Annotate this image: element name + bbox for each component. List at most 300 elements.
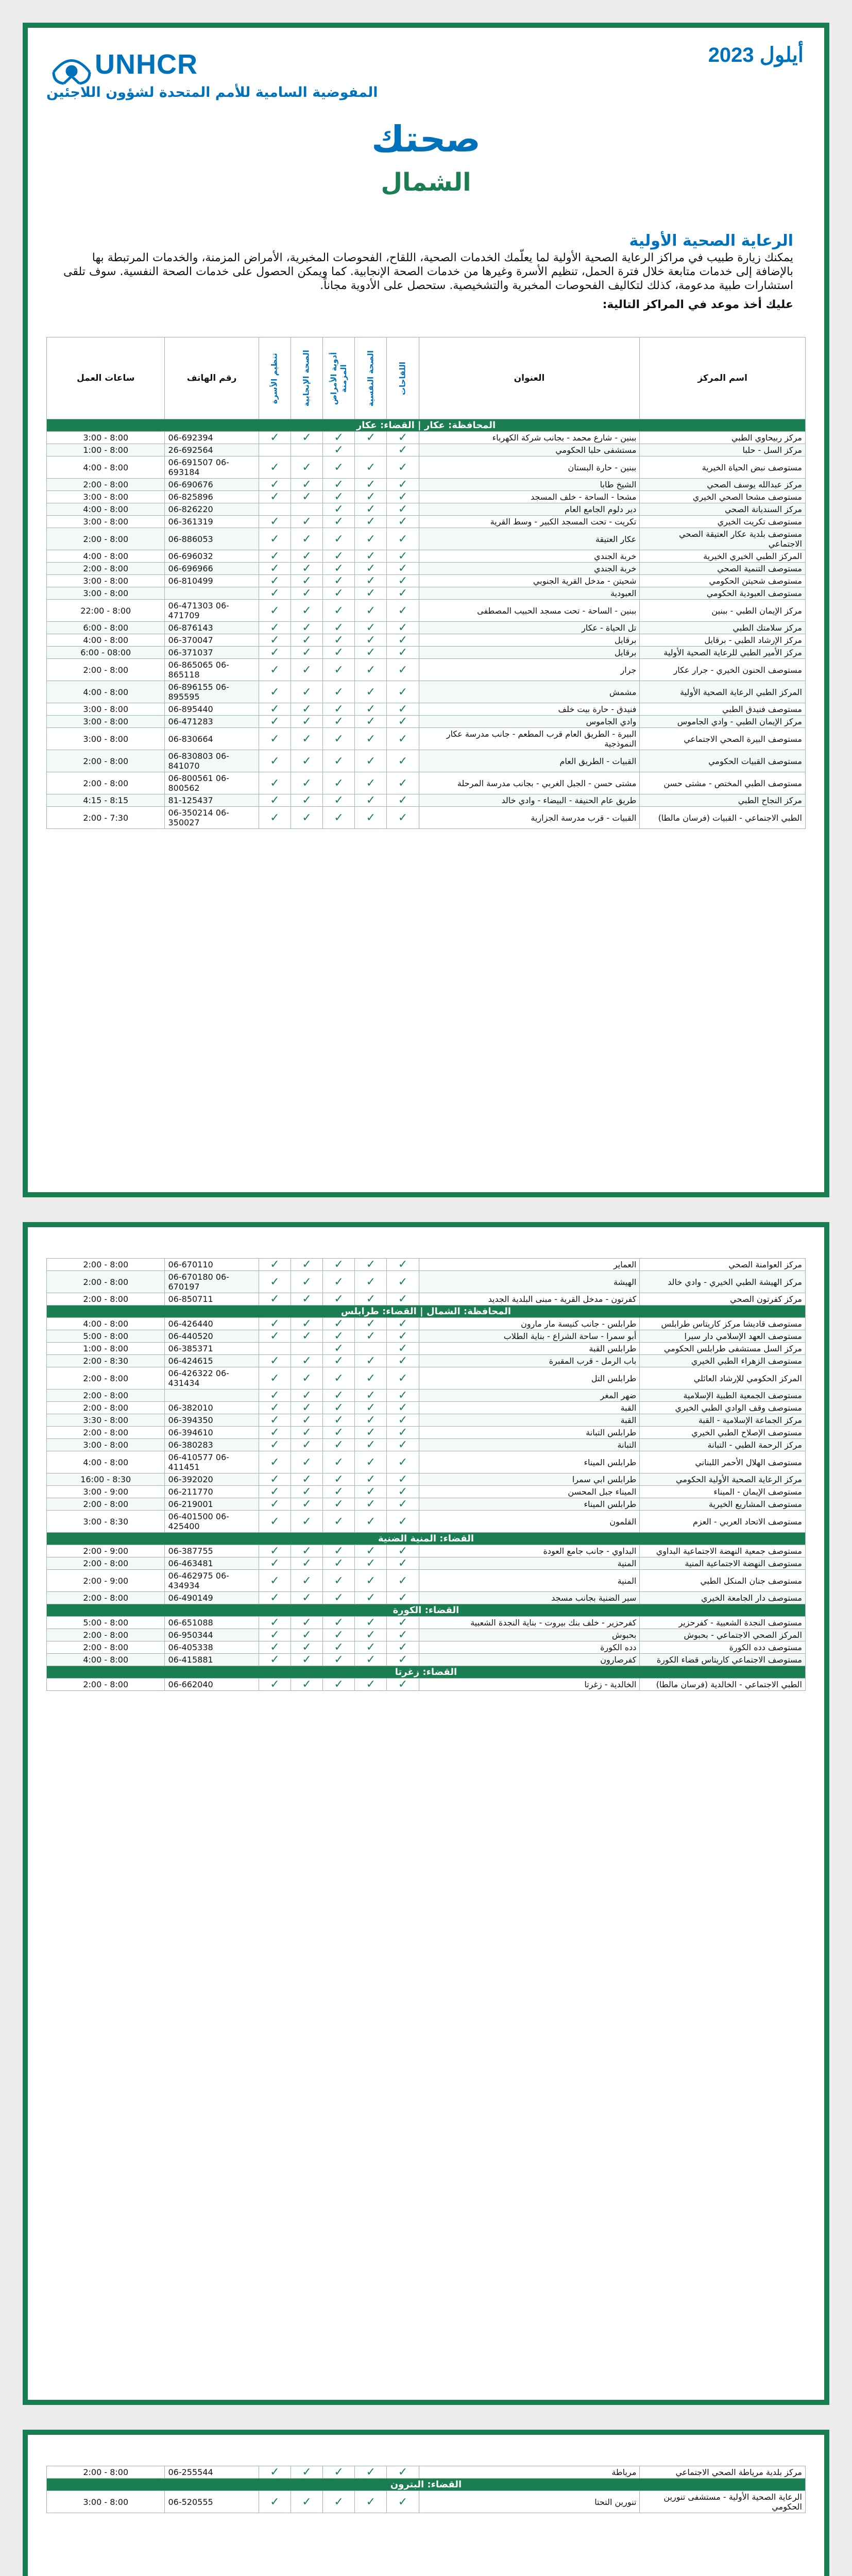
check-icon: ✓ <box>355 1439 387 1451</box>
check-icon: ✓ <box>291 1402 322 1414</box>
center-address: مشحا - الساحة - خلف المسجد <box>419 491 640 503</box>
check-icon: ✓ <box>323 1343 355 1355</box>
center-address: برقايل <box>419 647 640 659</box>
center-phone[interactable]: 06-440520 <box>165 1330 259 1343</box>
center-address: القبيات - قرب مدرسة الجزارية <box>419 807 640 829</box>
check-icon: ✓ <box>323 1592 355 1604</box>
clinics-table <box>46 1258 806 1691</box>
center-hours: 8:00 - 3:00 <box>47 516 165 528</box>
check-icon: ✓ <box>387 1654 419 1666</box>
center-name: مركز الهيشة الطبي الخيري - وادي خالد <box>640 1271 806 1293</box>
center-phone[interactable]: 81-125437 <box>165 794 259 807</box>
check-icon: ✓ <box>355 1654 387 1666</box>
center-phone[interactable]: 26-692564 <box>165 444 259 456</box>
check-icon: ✓ <box>355 2466 387 2479</box>
check-icon: ✓ <box>387 1451 419 1473</box>
check-icon: ✓ <box>355 1557 387 1570</box>
check-icon: ✓ <box>355 575 387 587</box>
center-name: مستوصف دار الجامعة الخيري <box>640 1592 806 1604</box>
section-row <box>47 2479 806 2491</box>
center-phone[interactable]: 06-651088 <box>165 1617 259 1629</box>
center-phone[interactable]: 06-950344 <box>165 1629 259 1641</box>
center-phone[interactable]: 06-692394 <box>165 432 259 444</box>
center-phone[interactable]: 06-850711 <box>165 1293 259 1306</box>
check-icon: ✓ <box>355 1318 387 1330</box>
center-phone[interactable]: 06-471283 <box>165 716 259 728</box>
check-icon: ✓ <box>387 491 419 503</box>
check-icon: ✓ <box>259 1545 291 1557</box>
center-phone[interactable]: 06-255544 <box>165 2466 259 2479</box>
check-icon: ✓ <box>259 716 291 728</box>
table-row <box>47 444 806 456</box>
center-phone[interactable]: 06-385371 <box>165 1343 259 1355</box>
check-icon: ✓ <box>259 432 291 444</box>
check-icon: ✓ <box>387 1402 419 1414</box>
check-icon: ✓ <box>259 1641 291 1654</box>
check-icon: ✓ <box>259 1271 291 1293</box>
center-address: دده الكورة <box>419 1641 640 1654</box>
center-name: مركز السنديانة الصحي <box>640 503 806 516</box>
center-address: البيرة - الطريق العام قرب المطعم - جانب مدرسة عكار النموذجية <box>419 728 640 750</box>
check-icon: ✓ <box>387 1679 419 1691</box>
check-icon: ✓ <box>259 1402 291 1414</box>
check-icon: ✓ <box>387 716 419 728</box>
table-row <box>47 1451 806 1473</box>
check-icon: ✓ <box>259 1389 291 1402</box>
check-icon: ✓ <box>323 647 355 659</box>
center-name: مركز سلامتك الطبي <box>640 622 806 634</box>
check-icon: ✓ <box>355 600 387 622</box>
table-row <box>47 1427 806 1439</box>
center-hours: 8:00 - 3:00 <box>47 587 165 600</box>
check-icon: ✓ <box>323 1389 355 1402</box>
check-icon: ✓ <box>387 1367 419 1389</box>
check-icon: ✓ <box>355 432 387 444</box>
col-hours: ساعات العمل <box>47 337 165 419</box>
check-icon: ✓ <box>387 444 419 456</box>
check-icon: ✓ <box>259 1427 291 1439</box>
check-icon: ✓ <box>355 1402 387 1414</box>
center-name: مركز الإرشاد الطبي - برقايل <box>640 634 806 647</box>
center-name: مركز الإيمان الطبي - وادي الجاموس <box>640 716 806 728</box>
check-icon: ✓ <box>323 1271 355 1293</box>
check-icon: ✓ <box>291 1439 322 1451</box>
center-phone[interactable]: 06-380283 <box>165 1439 259 1451</box>
center-phone[interactable]: 06-876143 <box>165 622 259 634</box>
center-phone[interactable]: 06-670180 06-670197 <box>165 1271 259 1293</box>
center-phone[interactable]: 06-211770 <box>165 1486 259 1498</box>
center-address: طرابلس الميناء <box>419 1498 640 1511</box>
check-icon: ✓ <box>259 528 291 550</box>
check-icon: ✓ <box>291 587 322 600</box>
center-address: الشيخ طابا <box>419 479 640 491</box>
check-icon: ✓ <box>291 1617 322 1629</box>
center-address: المنية <box>419 1570 640 1592</box>
center-name: مستوصف الطبي المختص - مشتى حسن <box>640 772 806 794</box>
check-icon: ✓ <box>259 1486 291 1498</box>
check-icon: ✓ <box>387 622 419 634</box>
center-phone[interactable]: 06-825896 <box>165 491 259 503</box>
center-address: ببنين - حارة البستان <box>419 456 640 479</box>
section-title: القضاء: الكورة <box>47 1604 806 1617</box>
empty-cell <box>259 444 291 456</box>
center-name: مستوصف العبودية الحكومي <box>640 587 806 600</box>
center-phone[interactable]: 06-410577 06-411451 <box>165 1451 259 1473</box>
center-phone[interactable]: 06-392020 <box>165 1473 259 1486</box>
check-icon: ✓ <box>355 634 387 647</box>
center-address: التبانة <box>419 1439 640 1451</box>
center-hours: 8:00 - 3:00 <box>47 703 165 716</box>
center-name: مستوصف وقف الوادي الطبي الخيري <box>640 1402 806 1414</box>
center-phone[interactable]: 06-371037 <box>165 647 259 659</box>
check-icon: ✓ <box>323 600 355 622</box>
center-hours: 9:00 - 2:00 <box>47 1545 165 1557</box>
center-name: مستوصف الاجتماعي كاريتاس قضاء الكورة <box>640 1654 806 1666</box>
center-hours: 8:00 - 2:00 <box>47 2466 165 2479</box>
check-icon: ✓ <box>259 1654 291 1666</box>
center-name: المركز الطبي الرعاية الصحية الأولية <box>640 681 806 703</box>
center-phone[interactable]: 06-424615 <box>165 1355 259 1367</box>
check-icon: ✓ <box>323 2491 355 2513</box>
center-hours: 8:00 - 3:00 <box>47 716 165 728</box>
center-phone[interactable]: 06-401500 06-425400 <box>165 1511 259 1533</box>
center-phone[interactable] <box>165 587 259 600</box>
center-name: مستوصف البيرة الصحي الاجتماعي <box>640 728 806 750</box>
center-name: مركز ربيحاوي الطبي <box>640 432 806 444</box>
table-row <box>47 503 806 516</box>
agency-name: المفوضية السامية للأمم المتحدة لشؤون اللاجئين <box>46 84 378 100</box>
center-phone[interactable]: 06-830664 <box>165 728 259 750</box>
center-name: مستوصف الاتحاد العربي - العزم <box>640 1511 806 1533</box>
center-name: مركز السل مستشفى طرابلس الحكومي <box>640 1343 806 1355</box>
check-icon: ✓ <box>355 1427 387 1439</box>
center-address: القبة <box>419 1414 640 1427</box>
check-icon: ✓ <box>387 1617 419 1629</box>
check-icon: ✓ <box>355 503 387 516</box>
center-name: الرعاية الصحية الأولية - مستشفى تنورين الحكومي <box>640 2491 806 2513</box>
check-icon: ✓ <box>387 1545 419 1557</box>
center-address: ببنين - الساحة - تحت مسجد الحبيب المصطفى <box>419 600 640 622</box>
center-name: مركز العوامنة الصحي <box>640 1259 806 1271</box>
table-row <box>47 1293 806 1306</box>
center-phone[interactable]: 06-350214 06-350027 <box>165 807 259 829</box>
col-vaccines: اللقاحات <box>387 337 419 419</box>
center-hours: 8:00 - 2:00 <box>47 1641 165 1654</box>
check-icon: ✓ <box>387 1271 419 1293</box>
check-icon: ✓ <box>291 2491 322 2513</box>
check-icon: ✓ <box>387 634 419 647</box>
center-address: مشمش <box>419 681 640 703</box>
check-icon: ✓ <box>323 1617 355 1629</box>
center-address: باب الرمل - قرب المقبرة <box>419 1355 640 1367</box>
center-phone[interactable]: 06-462975 06-434934 <box>165 1570 259 1592</box>
center-hours: 8:00 - 4:00 <box>47 503 165 516</box>
center-address: خربة الجندي <box>419 550 640 563</box>
center-hours: 8:00 - 3:00 <box>47 1439 165 1451</box>
check-icon: ✓ <box>323 432 355 444</box>
center-address: سير الضنية بجانب مسجد <box>419 1592 640 1604</box>
check-icon: ✓ <box>323 1330 355 1343</box>
table-row <box>47 1486 806 1498</box>
center-phone[interactable]: 06-690676 <box>165 479 259 491</box>
check-icon: ✓ <box>291 794 322 807</box>
check-icon: ✓ <box>259 491 291 503</box>
check-icon: ✓ <box>291 681 322 703</box>
check-icon: ✓ <box>355 1271 387 1293</box>
check-icon: ✓ <box>323 503 355 516</box>
check-icon: ✓ <box>291 432 322 444</box>
check-icon: ✓ <box>387 503 419 516</box>
check-icon: ✓ <box>387 2491 419 2513</box>
check-icon: ✓ <box>291 728 322 750</box>
center-phone[interactable]: 06-886053 <box>165 528 259 550</box>
empty-cell <box>355 1343 387 1355</box>
section-row <box>47 1306 806 1318</box>
check-icon: ✓ <box>291 622 322 634</box>
check-icon: ✓ <box>291 491 322 503</box>
col-address: العنوان <box>419 337 640 419</box>
check-icon: ✓ <box>259 634 291 647</box>
check-icon: ✓ <box>355 479 387 491</box>
check-icon: ✓ <box>323 575 355 587</box>
center-address: طرابلس الميناء <box>419 1451 640 1473</box>
check-icon: ✓ <box>387 728 419 750</box>
check-icon: ✓ <box>323 1641 355 1654</box>
check-icon: ✓ <box>355 1355 387 1367</box>
check-icon: ✓ <box>291 1355 322 1367</box>
center-hours: 8:00 - 5:00 <box>47 1330 165 1343</box>
table-row <box>47 794 806 807</box>
center-phone[interactable]: 06-426322 06-431434 <box>165 1367 259 1389</box>
check-icon: ✓ <box>355 587 387 600</box>
center-address: أبو سمرا - ساحة الشراع - بناية الطلاب <box>419 1330 640 1343</box>
center-phone[interactable]: 06-800561 06-800562 <box>165 772 259 794</box>
center-phone[interactable] <box>165 1389 259 1402</box>
check-icon: ✓ <box>355 1641 387 1654</box>
center-phone[interactable]: 06-382010 <box>165 1402 259 1414</box>
center-hours: 8:30 - 3:00 <box>47 1511 165 1533</box>
check-icon: ✓ <box>291 634 322 647</box>
check-icon: ✓ <box>387 1498 419 1511</box>
check-icon: ✓ <box>387 1414 419 1427</box>
center-hours: 7:30 - 2:00 <box>47 807 165 829</box>
center-phone[interactable]: 06-463481 <box>165 1557 259 1570</box>
center-phone[interactable]: 06-219001 <box>165 1498 259 1511</box>
col-name: اسم المركز <box>640 337 806 419</box>
check-icon: ✓ <box>355 1498 387 1511</box>
center-hours: 8:00 - 2:00 <box>47 479 165 491</box>
check-icon: ✓ <box>291 1486 322 1498</box>
check-icon: ✓ <box>355 659 387 681</box>
center-hours: 8:30 - 2:00 <box>47 1355 165 1367</box>
center-phone[interactable]: 06-471303 06-471709 <box>165 600 259 622</box>
center-phone[interactable]: 06-865065 06-865118 <box>165 659 259 681</box>
check-icon: ✓ <box>355 516 387 528</box>
check-icon: ✓ <box>355 681 387 703</box>
center-hours: 8:00 - 2:00 <box>47 1367 165 1389</box>
center-hours: 8:00 - 22:00 <box>47 600 165 622</box>
center-name: مستوصف الحنون الخيري - جرار عكار <box>640 659 806 681</box>
check-icon: ✓ <box>387 2466 419 2479</box>
check-icon: ✓ <box>355 1511 387 1533</box>
center-hours: 8:00 - 4:00 <box>47 1318 165 1330</box>
center-phone[interactable]: 06-405338 <box>165 1641 259 1654</box>
center-address: القلمون <box>419 1511 640 1533</box>
center-phone[interactable]: 06-370047 <box>165 634 259 647</box>
check-icon: ✓ <box>259 1511 291 1533</box>
center-address: الخالدية - زغرتا <box>419 1679 640 1691</box>
empty-cell <box>291 444 322 456</box>
check-icon: ✓ <box>291 600 322 622</box>
center-phone[interactable]: 06-670110 <box>165 1259 259 1271</box>
center-phone[interactable]: 06-394610 <box>165 1427 259 1439</box>
center-name: مستوصف مشحا الصحي الخيري <box>640 491 806 503</box>
check-icon: ✓ <box>291 1498 322 1511</box>
check-icon: ✓ <box>387 1427 419 1439</box>
check-icon: ✓ <box>323 1473 355 1486</box>
center-phone[interactable]: 06-826220 <box>165 503 259 516</box>
check-icon: ✓ <box>355 794 387 807</box>
check-icon: ✓ <box>387 516 419 528</box>
center-hours: 8:00 - 2:00 <box>47 1293 165 1306</box>
check-icon: ✓ <box>259 772 291 794</box>
check-icon: ✓ <box>355 728 387 750</box>
check-icon: ✓ <box>323 1498 355 1511</box>
center-name: مركز بلدية مرياطة الصحي الاجتماعي <box>640 2466 806 2479</box>
center-hours: 8:00 - 1:00 <box>47 444 165 456</box>
center-name: مستوصف القبيات الحكومي <box>640 750 806 772</box>
check-icon: ✓ <box>259 456 291 479</box>
center-phone[interactable]: 06-662040 <box>165 1679 259 1691</box>
center-hours: 8:00 - 2:00 <box>47 528 165 550</box>
check-icon: ✓ <box>259 1451 291 1473</box>
check-icon: ✓ <box>291 456 322 479</box>
center-phone[interactable]: 06-691507 06-693184 <box>165 456 259 479</box>
check-icon: ✓ <box>259 600 291 622</box>
table-row <box>47 1498 806 1511</box>
center-address: كفرتون - مدخل القرية - مبنى البلدية الجديد <box>419 1293 640 1306</box>
check-icon: ✓ <box>355 2491 387 2513</box>
table-row <box>47 1629 806 1641</box>
center-address: كفرحزير - خلف بنك بيروت - بناية النجدة الشعبية <box>419 1617 640 1629</box>
center-hours: 08:00 - 6:00 <box>47 647 165 659</box>
section-row <box>47 419 806 432</box>
col-phone: رقم الهاتف <box>165 337 259 419</box>
check-icon: ✓ <box>259 1330 291 1343</box>
table-row <box>47 1402 806 1414</box>
center-phone[interactable]: 06-520555 <box>165 2491 259 2513</box>
region-title: الشمال <box>381 168 471 197</box>
center-hours: 8:00 - 4:00 <box>47 456 165 479</box>
center-phone[interactable]: 06-810499 <box>165 575 259 587</box>
check-icon: ✓ <box>323 479 355 491</box>
check-icon: ✓ <box>259 1293 291 1306</box>
center-name: مركز الأمير الطبي للرعاية الصحية الأولية <box>640 647 806 659</box>
table-row <box>47 681 806 703</box>
center-hours: 8:00 - 4:00 <box>47 681 165 703</box>
check-icon: ✓ <box>387 1293 419 1306</box>
center-address: طرابلس - جانب كنيسة مار مارون <box>419 1318 640 1330</box>
center-phone[interactable]: 06-490149 <box>165 1592 259 1604</box>
table-row <box>47 1641 806 1654</box>
center-hours: 8:00 - 3:00 <box>47 728 165 750</box>
check-icon: ✓ <box>291 716 322 728</box>
center-phone[interactable]: 06-696966 <box>165 563 259 575</box>
check-icon: ✓ <box>323 1414 355 1427</box>
check-icon: ✓ <box>387 432 419 444</box>
center-name: المركز الصحي الاجتماعي - بحبوش <box>640 1629 806 1641</box>
check-icon: ✓ <box>291 1545 322 1557</box>
center-phone[interactable]: 06-415881 <box>165 1654 259 1666</box>
check-icon: ✓ <box>323 703 355 716</box>
col-reproductive: الصحة الإنجابية <box>291 337 322 419</box>
check-icon: ✓ <box>291 575 322 587</box>
check-icon: ✓ <box>291 1259 322 1271</box>
check-icon: ✓ <box>291 659 322 681</box>
center-phone[interactable]: 06-696032 <box>165 550 259 563</box>
check-icon: ✓ <box>387 1343 419 1355</box>
check-icon: ✓ <box>259 703 291 716</box>
section-title: القضاء: المنية الضنية <box>47 1533 806 1545</box>
check-icon: ✓ <box>387 528 419 550</box>
table-row <box>47 1330 806 1343</box>
center-phone[interactable]: 06-895440 <box>165 703 259 716</box>
check-icon: ✓ <box>259 1679 291 1691</box>
check-icon: ✓ <box>259 728 291 750</box>
check-icon: ✓ <box>323 1439 355 1451</box>
clinics-table <box>46 337 806 829</box>
check-icon: ✓ <box>291 550 322 563</box>
center-address: بحبوش <box>419 1629 640 1641</box>
page-1 <box>23 23 829 1197</box>
center-phone[interactable]: 06-830803 06-841070 <box>165 750 259 772</box>
check-icon: ✓ <box>291 647 322 659</box>
check-icon: ✓ <box>259 622 291 634</box>
center-phone[interactable]: 06-426440 <box>165 1318 259 1330</box>
col-chronic: أدوية الأمراض المزمنة <box>323 337 355 419</box>
table-row <box>47 2466 806 2479</box>
table-row <box>47 563 806 575</box>
check-icon: ✓ <box>291 1557 322 1570</box>
page-title: صحتك <box>371 118 481 160</box>
center-name: مستوصف قاديشا مركز كاريتاس طرابلس <box>640 1318 806 1330</box>
check-icon: ✓ <box>291 1389 322 1402</box>
section-row <box>47 1666 806 1679</box>
check-icon: ✓ <box>323 1679 355 1691</box>
center-hours: 8:00 - 2:00 <box>47 1592 165 1604</box>
table-row <box>47 1679 806 1691</box>
check-icon: ✓ <box>387 1330 419 1343</box>
center-phone[interactable]: 06-896155 06-895595 <box>165 681 259 703</box>
check-icon: ✓ <box>387 794 419 807</box>
center-phone[interactable]: 06-394350 <box>165 1414 259 1427</box>
check-icon: ✓ <box>259 1367 291 1389</box>
center-address: مرياطة <box>419 2466 640 2479</box>
table-row <box>47 479 806 491</box>
table-row <box>47 622 806 634</box>
intro-block <box>59 234 793 317</box>
check-icon: ✓ <box>323 1293 355 1306</box>
center-phone[interactable]: 06-387755 <box>165 1545 259 1557</box>
center-phone[interactable]: 06-361319 <box>165 516 259 528</box>
center-hours: 8:00 - 4:00 <box>47 1451 165 1473</box>
table-row <box>47 600 806 622</box>
check-icon: ✓ <box>387 1570 419 1592</box>
check-icon: ✓ <box>259 1557 291 1570</box>
check-icon: ✓ <box>323 622 355 634</box>
center-hours: 8:00 - 2:00 <box>47 1402 165 1414</box>
check-icon: ✓ <box>323 634 355 647</box>
